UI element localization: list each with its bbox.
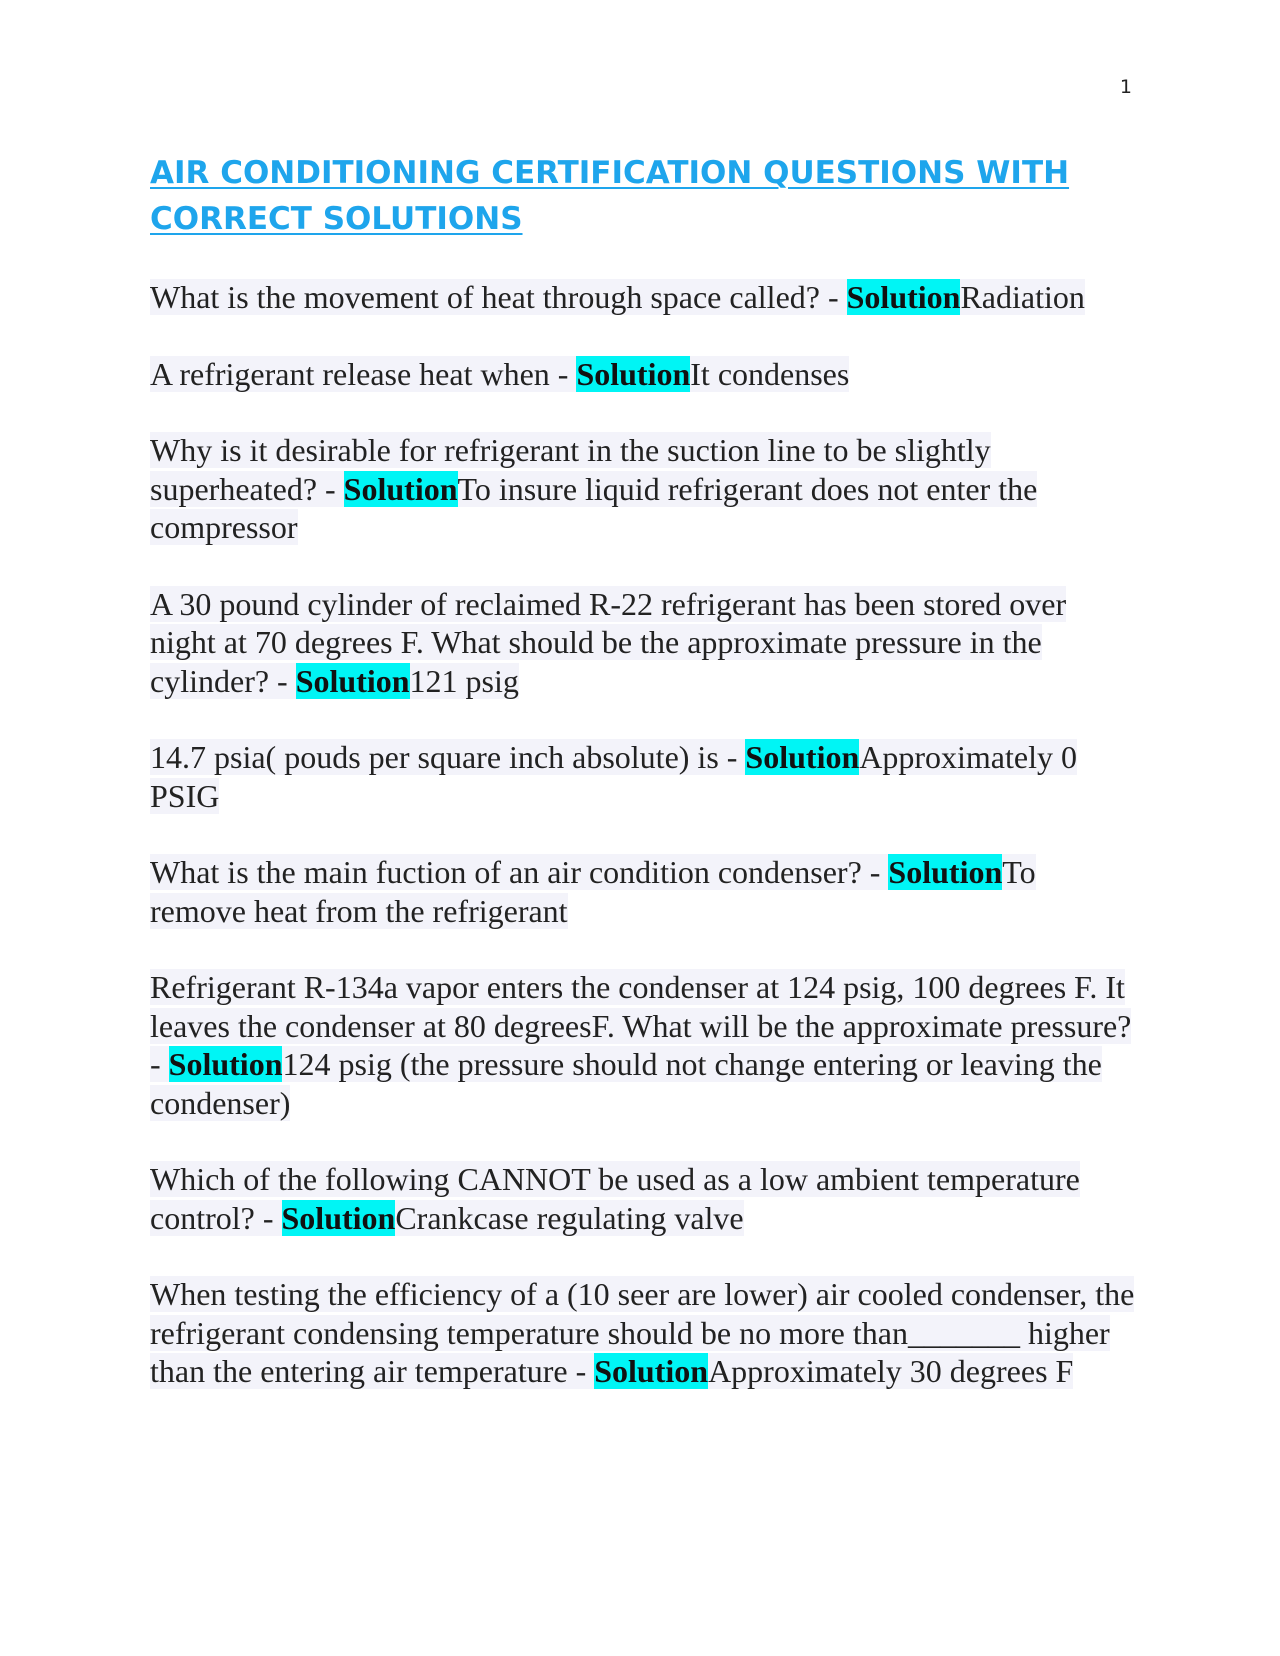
solution-label: Solution <box>295 662 410 699</box>
answer-text: Approximately 0 PSIG <box>150 739 1077 814</box>
qa-item <box>150 431 1135 547</box>
solution-label: Solution <box>168 1046 283 1082</box>
question-text: Why is it desirable for refrigerant in the suction line to be slightly superheated? - <box>150 432 991 507</box>
qa-item <box>150 355 1135 394</box>
question-text: Which of the following CANNOT be used as a low ambient temperature control? - <box>150 1161 1080 1236</box>
answer-text: Crankcase regulating valve <box>395 1199 744 1236</box>
solution-label: Solution <box>576 355 691 392</box>
solution-label: Solution <box>594 1353 709 1389</box>
question-text: When testing the efficiency of a (10 seer are lower) air cooled condenser, the refrigerant condensing temperature should be no more than_______ higher than the entering air temperature - <box>150 1276 1135 1389</box>
solution-label: Solution <box>745 739 860 775</box>
qa-item <box>150 585 1135 701</box>
answer-text: To insure liquid refrigerant does not enter the compressor <box>150 470 1038 545</box>
document-title: AIR CONDITIONING CERTIFICATION QUESTIONS WITH CORRECT SOLUTIONS <box>150 155 1070 237</box>
answer-text: 121 psig <box>409 662 519 699</box>
question-text: A refrigerant release heat when - <box>150 355 577 392</box>
answer-text: To remove heat from the refrigerant <box>150 854 1036 929</box>
solution-label: Solution <box>888 854 1003 890</box>
qa-item <box>150 278 1135 317</box>
answer-text: Radiation <box>960 279 1085 315</box>
page-number: 1 <box>1119 76 1132 98</box>
answer-text: Approximately 30 degrees F <box>708 1353 1074 1389</box>
question-text: Refrigerant R-134a vapor enters the condenser at 124 psig, 100 degrees F. It leaves the condenser at 80 degreesF. What will be the approximate pressure? - <box>150 969 1132 1082</box>
qa-item <box>150 968 1135 1122</box>
question-text: What is the main fuction of an air condition condenser? - <box>150 854 889 890</box>
solution-label: Solution <box>343 470 458 507</box>
answer-text: 124 psig (the pressure should not change entering or leaving the condenser) <box>150 1046 1102 1121</box>
qa-item <box>150 1275 1135 1391</box>
question-text: What is the movement of heat through space called? - <box>150 279 847 315</box>
qa-item <box>150 1160 1135 1237</box>
solution-label: Solution <box>846 279 961 315</box>
qa-list <box>150 278 1135 1429</box>
question-text: 14.7 psia( pouds per square inch absolute) is - <box>150 739 746 775</box>
solution-label: Solution <box>281 1199 396 1236</box>
qa-item <box>150 738 1135 815</box>
answer-text: It condenses <box>690 355 850 392</box>
qa-item <box>150 853 1135 930</box>
question-text: A 30 pound cylinder of reclaimed R-22 refrigerant has been stored over night at 70 degrees F. What should be the approximate pressure in the cylinder? - <box>150 585 1067 699</box>
